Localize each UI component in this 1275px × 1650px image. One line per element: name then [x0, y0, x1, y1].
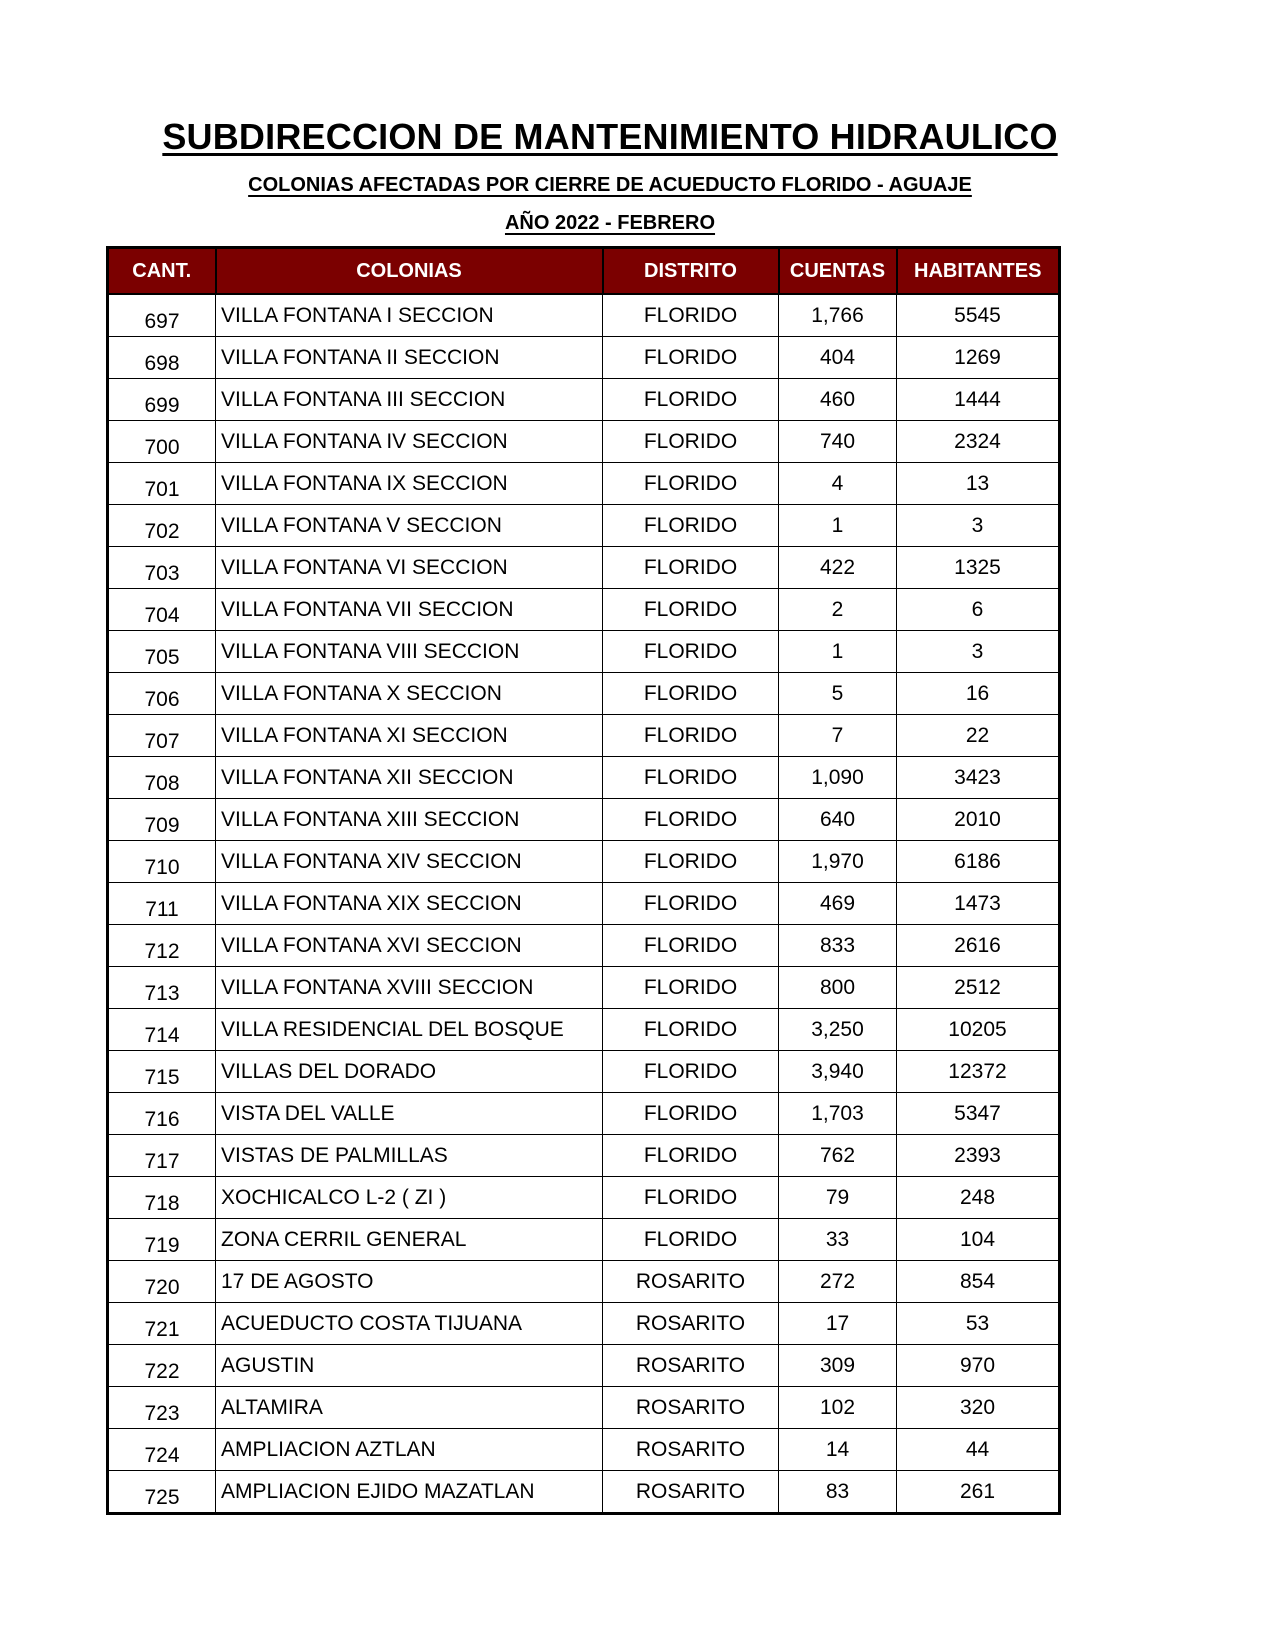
cell-colonia: VILLA FONTANA VIII SECCION — [216, 631, 603, 673]
cell-habitantes: 2324 — [897, 421, 1060, 463]
table-row — [108, 1345, 1060, 1387]
cell-cant: 722 — [108, 1345, 216, 1387]
cell-cant: 712 — [108, 925, 216, 967]
cell-cuentas: 3,250 — [779, 1009, 897, 1051]
cell-habitantes: 5545 — [897, 294, 1060, 337]
table-row — [108, 547, 1060, 589]
cell-cant: 721 — [108, 1303, 216, 1345]
cell-distrito: FLORIDO — [603, 967, 779, 1009]
cell-cant: 709 — [108, 799, 216, 841]
table-row — [108, 589, 1060, 631]
cell-colonia: VILLA FONTANA III SECCION — [216, 379, 603, 421]
cell-habitantes: 2512 — [897, 967, 1060, 1009]
cell-cant: 705 — [108, 631, 216, 673]
cell-habitantes: 16 — [897, 673, 1060, 715]
table-row — [108, 1387, 1060, 1429]
cell-cuentas: 1,703 — [779, 1093, 897, 1135]
table-row — [108, 294, 1060, 337]
cell-habitantes: 3423 — [897, 757, 1060, 799]
cell-cuentas: 14 — [779, 1429, 897, 1471]
cell-colonia: VISTA DEL VALLE — [216, 1093, 603, 1135]
cell-colonia: VILLA FONTANA XIX SECCION — [216, 883, 603, 925]
cell-cant: 708 — [108, 757, 216, 799]
table-row — [108, 505, 1060, 547]
cell-distrito: ROSARITO — [603, 1387, 779, 1429]
cell-distrito: FLORIDO — [603, 1219, 779, 1261]
cell-distrito: FLORIDO — [603, 1009, 779, 1051]
cell-habitantes: 248 — [897, 1177, 1060, 1219]
table-row — [108, 1009, 1060, 1051]
cell-distrito: FLORIDO — [603, 463, 779, 505]
table-row — [108, 673, 1060, 715]
cell-habitantes: 1444 — [897, 379, 1060, 421]
cell-distrito: FLORIDO — [603, 379, 779, 421]
document-year-line: AÑO 2022 - FEBRERO — [504, 212, 716, 234]
cell-colonia: VILLA RESIDENCIAL DEL BOSQUE — [216, 1009, 603, 1051]
cell-cant: 710 — [108, 841, 216, 883]
cell-cuentas: 762 — [779, 1135, 897, 1177]
cell-cant: 701 — [108, 463, 216, 505]
cell-cuentas: 1,970 — [779, 841, 897, 883]
cell-distrito: FLORIDO — [603, 1051, 779, 1093]
cell-cant: 703 — [108, 547, 216, 589]
cell-cuentas: 4 — [779, 463, 897, 505]
cell-cuentas: 740 — [779, 421, 897, 463]
cell-distrito: FLORIDO — [603, 1135, 779, 1177]
cell-habitantes: 5347 — [897, 1093, 1060, 1135]
table-row — [108, 421, 1060, 463]
cell-colonia: VILLA FONTANA XIII SECCION — [216, 799, 603, 841]
table-row — [108, 1303, 1060, 1345]
table-row — [108, 883, 1060, 925]
header-row — [108, 248, 1060, 295]
cell-distrito: FLORIDO — [603, 631, 779, 673]
cell-cant: 718 — [108, 1177, 216, 1219]
cell-distrito: FLORIDO — [603, 841, 779, 883]
colonias-table — [106, 246, 1061, 1515]
cell-cant: 716 — [108, 1093, 216, 1135]
table-row — [108, 1219, 1060, 1261]
cell-habitantes: 970 — [897, 1345, 1060, 1387]
cell-habitantes: 3 — [897, 631, 1060, 673]
column-header-colonias: COLONIAS — [216, 248, 603, 295]
cell-habitantes: 1269 — [897, 337, 1060, 379]
cell-colonia: VISTAS DE PALMILLAS — [216, 1135, 603, 1177]
cell-distrito: FLORIDO — [603, 505, 779, 547]
cell-habitantes: 53 — [897, 1303, 1060, 1345]
table-row — [108, 1429, 1060, 1471]
cell-colonia: VILLA FONTANA VII SECCION — [216, 589, 603, 631]
cell-colonia: XOCHICALCO L-2 ( ZI ) — [216, 1177, 603, 1219]
cell-distrito: FLORIDO — [603, 673, 779, 715]
cell-colonia: VILLA FONTANA V SECCION — [216, 505, 603, 547]
table-row — [108, 799, 1060, 841]
cell-cuentas: 833 — [779, 925, 897, 967]
cell-colonia: AGUSTIN — [216, 1345, 603, 1387]
cell-habitantes: 2616 — [897, 925, 1060, 967]
column-header-cant: CANT. — [108, 248, 216, 295]
table-row — [108, 1135, 1060, 1177]
cell-distrito: FLORIDO — [603, 421, 779, 463]
cell-distrito: FLORIDO — [603, 1093, 779, 1135]
table-row — [108, 967, 1060, 1009]
cell-cant: 706 — [108, 673, 216, 715]
cell-habitantes: 44 — [897, 1429, 1060, 1471]
cell-cuentas: 1 — [779, 631, 897, 673]
cell-colonia: AMPLIACION EJIDO MAZATLAN — [216, 1471, 603, 1514]
cell-cuentas: 404 — [779, 337, 897, 379]
cell-colonia: ALTAMIRA — [216, 1387, 603, 1429]
cell-distrito: ROSARITO — [603, 1303, 779, 1345]
cell-cant: 713 — [108, 967, 216, 1009]
column-header-habitantes: HABITANTES — [897, 248, 1060, 295]
cell-cant: 697 — [108, 294, 216, 337]
cell-cant: 719 — [108, 1219, 216, 1261]
cell-habitantes: 320 — [897, 1387, 1060, 1429]
cell-cant: 704 — [108, 589, 216, 631]
cell-cuentas: 1,090 — [779, 757, 897, 799]
cell-distrito: FLORIDO — [603, 1177, 779, 1219]
table-row — [108, 925, 1060, 967]
cell-distrito: FLORIDO — [603, 337, 779, 379]
cell-colonia: VILLA FONTANA XIV SECCION — [216, 841, 603, 883]
cell-cant: 720 — [108, 1261, 216, 1303]
cell-colonia: VILLA FONTANA XII SECCION — [216, 757, 603, 799]
cell-habitantes: 6186 — [897, 841, 1060, 883]
cell-habitantes: 22 — [897, 715, 1060, 757]
cell-distrito: FLORIDO — [603, 883, 779, 925]
cell-habitantes: 13 — [897, 463, 1060, 505]
table-body — [108, 294, 1060, 1514]
cell-distrito: FLORIDO — [603, 589, 779, 631]
cell-cuentas: 17 — [779, 1303, 897, 1345]
cell-cuentas: 33 — [779, 1219, 897, 1261]
cell-distrito: FLORIDO — [603, 294, 779, 337]
cell-cuentas: 272 — [779, 1261, 897, 1303]
table-row — [108, 1093, 1060, 1135]
column-header-cuentas: CUENTAS — [779, 248, 897, 295]
cell-colonia: AMPLIACION AZTLAN — [216, 1429, 603, 1471]
cell-habitantes: 854 — [897, 1261, 1060, 1303]
cell-habitantes: 261 — [897, 1471, 1060, 1514]
cell-cuentas: 309 — [779, 1345, 897, 1387]
column-header-distrito: DISTRITO — [603, 248, 779, 295]
cell-distrito: FLORIDO — [603, 799, 779, 841]
cell-habitantes: 2010 — [897, 799, 1060, 841]
table-header — [108, 248, 1060, 295]
table-row — [108, 337, 1060, 379]
cell-colonia: ACUEDUCTO COSTA TIJUANA — [216, 1303, 603, 1345]
cell-cant: 700 — [108, 421, 216, 463]
cell-distrito: ROSARITO — [603, 1471, 779, 1514]
cell-cant: 714 — [108, 1009, 216, 1051]
table-row — [108, 841, 1060, 883]
cell-colonia: VILLA FONTANA XVIII SECCION — [216, 967, 603, 1009]
cell-cuentas: 460 — [779, 379, 897, 421]
cell-cuentas: 102 — [779, 1387, 897, 1429]
cell-habitantes: 6 — [897, 589, 1060, 631]
cell-colonia: VILLA FONTANA VI SECCION — [216, 547, 603, 589]
cell-cant: 707 — [108, 715, 216, 757]
cell-cuentas: 2 — [779, 589, 897, 631]
cell-cant: 724 — [108, 1429, 216, 1471]
cell-colonia: VILLA FONTANA I SECCION — [216, 294, 603, 337]
cell-colonia: ZONA CERRIL GENERAL — [216, 1219, 603, 1261]
cell-distrito: FLORIDO — [603, 715, 779, 757]
table-row — [108, 1177, 1060, 1219]
cell-cuentas: 83 — [779, 1471, 897, 1514]
cell-habitantes: 2393 — [897, 1135, 1060, 1177]
cell-habitantes: 1473 — [897, 883, 1060, 925]
cell-colonia: VILLA FONTANA IV SECCION — [216, 421, 603, 463]
cell-distrito: FLORIDO — [603, 547, 779, 589]
cell-distrito: FLORIDO — [603, 757, 779, 799]
cell-cuentas: 469 — [779, 883, 897, 925]
cell-cant: 698 — [108, 337, 216, 379]
table-row — [108, 463, 1060, 505]
cell-colonia: VILLA FONTANA X SECCION — [216, 673, 603, 715]
cell-cant: 723 — [108, 1387, 216, 1429]
cell-distrito: ROSARITO — [603, 1261, 779, 1303]
cell-distrito: FLORIDO — [603, 925, 779, 967]
cell-cuentas: 800 — [779, 967, 897, 1009]
cell-cuentas: 640 — [779, 799, 897, 841]
cell-cuentas: 79 — [779, 1177, 897, 1219]
cell-cuentas: 1 — [779, 505, 897, 547]
cell-habitantes: 1325 — [897, 547, 1060, 589]
cell-cant: 725 — [108, 1471, 216, 1514]
cell-cant: 711 — [108, 883, 216, 925]
cell-colonia: VILLA FONTANA XI SECCION — [216, 715, 603, 757]
table-row — [108, 715, 1060, 757]
cell-colonia: 17 DE AGOSTO — [216, 1261, 603, 1303]
cell-colonia: VILLA FONTANA XVI SECCION — [216, 925, 603, 967]
table-row — [108, 1261, 1060, 1303]
table-row — [108, 1051, 1060, 1093]
cell-distrito: ROSARITO — [603, 1345, 779, 1387]
cell-cuentas: 5 — [779, 673, 897, 715]
cell-habitantes: 104 — [897, 1219, 1060, 1261]
document-subtitle: COLONIAS AFECTADAS POR CIERRE DE ACUEDUCTO FLORIDO - AGUAJE — [248, 174, 972, 196]
cell-habitantes: 3 — [897, 505, 1060, 547]
cell-cant: 715 — [108, 1051, 216, 1093]
cell-cuentas: 1,766 — [779, 294, 897, 337]
cell-cuentas: 3,940 — [779, 1051, 897, 1093]
table-row — [108, 1471, 1060, 1514]
cell-cuentas: 7 — [779, 715, 897, 757]
cell-colonia: VILLA FONTANA II SECCION — [216, 337, 603, 379]
table-row — [108, 379, 1060, 421]
document-title: SUBDIRECCION DE MANTENIMIENTO HIDRAULICO — [162, 116, 1058, 157]
cell-cant: 702 — [108, 505, 216, 547]
cell-colonia: VILLAS DEL DORADO — [216, 1051, 603, 1093]
cell-colonia: VILLA FONTANA IX SECCION — [216, 463, 603, 505]
table-row — [108, 757, 1060, 799]
cell-habitantes: 10205 — [897, 1009, 1060, 1051]
cell-cuentas: 422 — [779, 547, 897, 589]
cell-distrito: ROSARITO — [603, 1429, 779, 1471]
cell-cant: 699 — [108, 379, 216, 421]
cell-habitantes: 12372 — [897, 1051, 1060, 1093]
table-row — [108, 631, 1060, 673]
cell-cant: 717 — [108, 1135, 216, 1177]
